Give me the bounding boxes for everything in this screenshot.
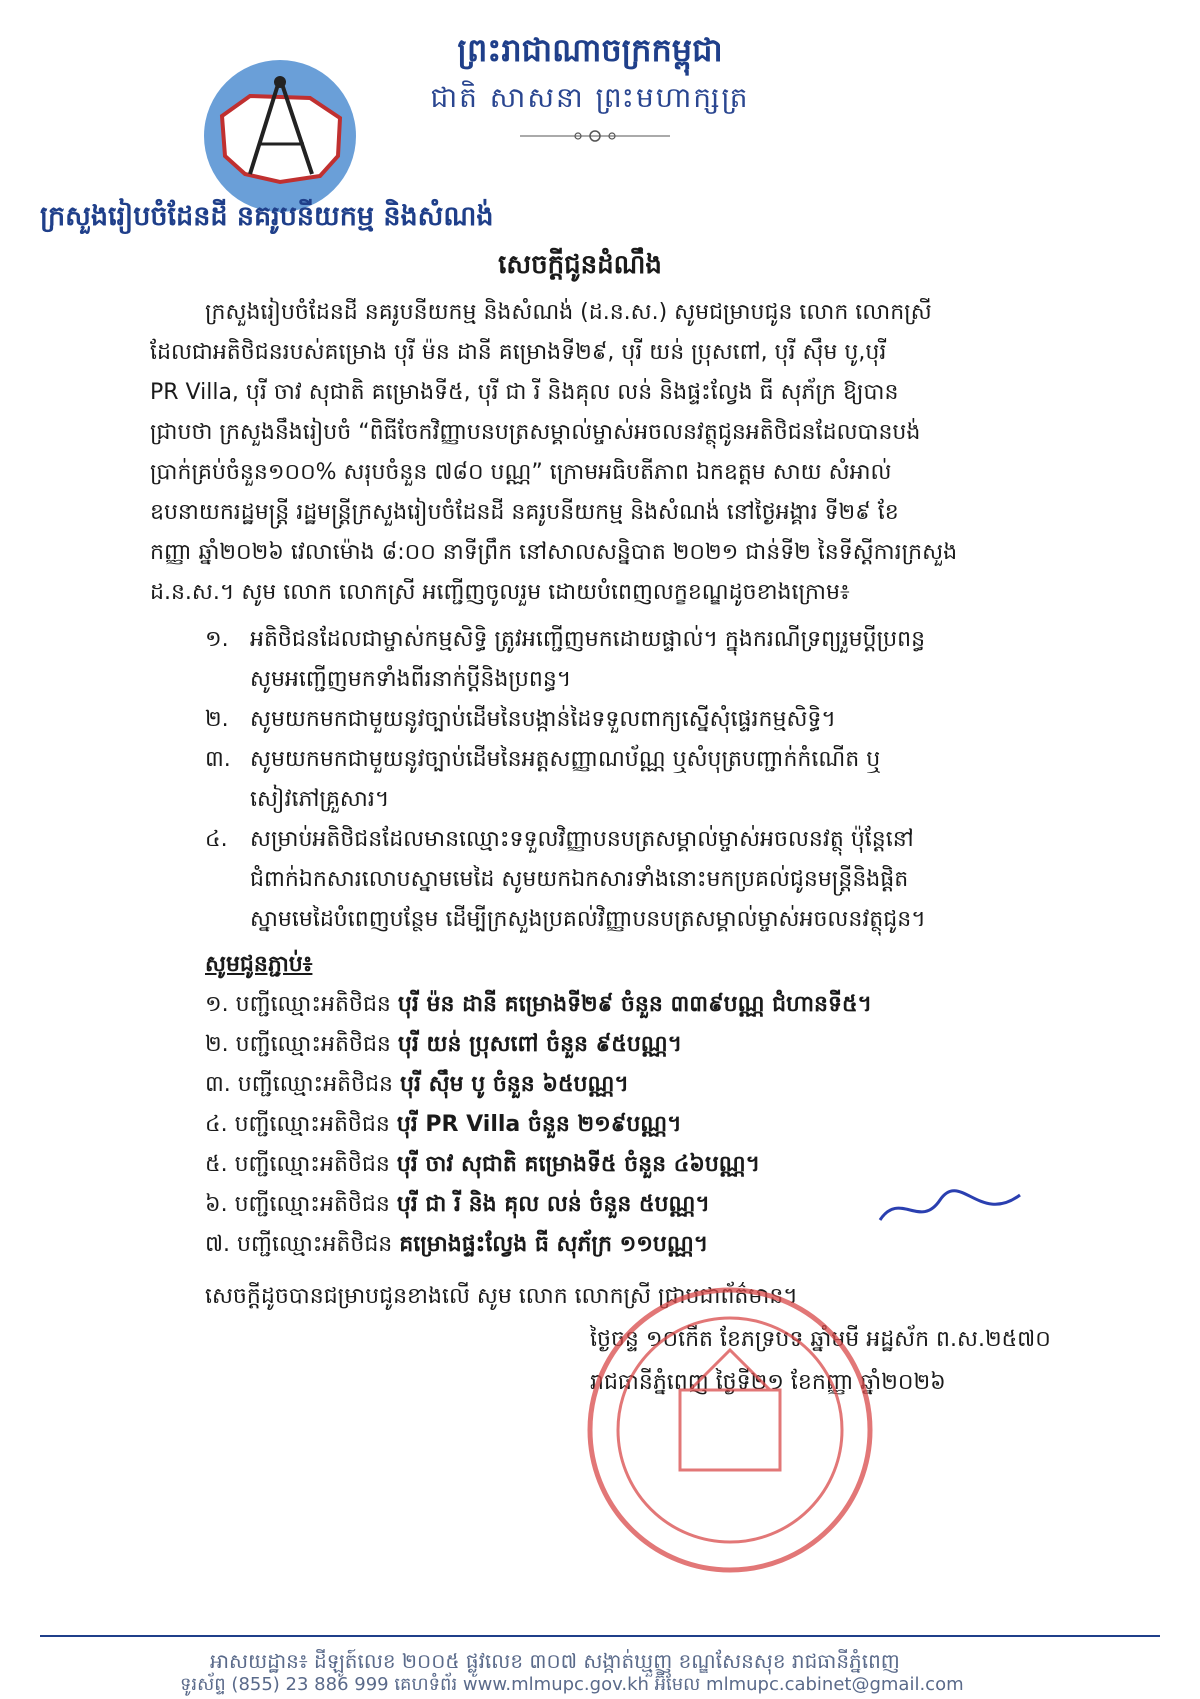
attachment-number: ៤.	[205, 1112, 228, 1137]
attachment-text: បុរី ជា រី និង គុល លន់ ចំនួន ៥បណ្ណ។	[396, 1192, 710, 1217]
condition-text: អតិថិជនដែលជាម្ចាស់កម្មសិទ្ធិ ត្រូវអញ្ជើញមកដោយផ្ទាល់។ ក្នុងករណីទ្រព្យរួមប្ដីប្រពន្ធ	[250, 627, 926, 652]
paragraph-line: ដ.ន.ស.។ សូម លោក លោកស្រី អញ្ជើញចូលរួម ដោយបំពេញលក្ខខណ្ឌដូចខាងក្រោម៖	[150, 580, 850, 605]
date-solar: រាជធានីភ្នំពេញ ថ្ងៃទី២១ ខែកញ្ញា ឆ្នាំ២០២៦	[590, 1370, 946, 1395]
ornament-divider	[520, 128, 670, 144]
attachment-text: បុរី ចាវ សុជាតិ គម្រោងទី៥ ចំនួន ៤៦បណ្ណ។	[396, 1152, 761, 1177]
attachment-prefix: បញ្ជីឈ្មោះអតិថិជន	[235, 992, 391, 1017]
closing-line: សេចក្ដីដូចបានជម្រាបជូនខាងលើ សូម លោក លោកស្រី ជ្រាបជាព័ត៌មាន។	[205, 1284, 798, 1309]
attachment-prefix: បញ្ជីឈ្មោះអតិថិជន	[237, 1072, 394, 1097]
footer-address: អាសយដ្ឋាន៖ ដីឡូត៍លេខ ២០០៥ ផ្លូវលេខ ៣០៧ សង្កាត់ឃ្មួញ ខណ្ឌសែនសុខ រាជធានីភ្នំពេញ	[210, 1649, 900, 1673]
official-seal-stamp	[580, 1280, 880, 1580]
attachment-prefix: បញ្ជីឈ្មោះអតិថិជន	[237, 1232, 393, 1257]
attachment-number: ៦.	[205, 1192, 228, 1217]
footer-divider	[40, 1635, 1160, 1637]
ministry-name: ក្រសួងរៀបចំដែនដី នគរូបនីយកម្ម និងសំណង់	[40, 201, 494, 232]
paragraph-line: កញ្ញា ឆ្នាំ២០២៦ វេលាម៉ោង ៨:០០ នាទីព្រឹក នៅសាលសន្និបាត ២០២១ ជាន់ទី២ នៃទីស្ដីការក្រសួង	[150, 540, 958, 565]
ministry-logo	[200, 56, 360, 216]
condition-text: សូមយកមកជាមួយនូវច្បាប់ដើមនៃបង្កាន់ដៃទទួលពាក្យស្នើសុំផ្ទេរកម្មសិទ្ធិ។	[250, 707, 836, 732]
condition-number: ៣.	[205, 747, 231, 772]
paragraph-line: PR Villa, បុរី ចាវ សុជាតិ គម្រោងទី៥, បុរី ជា រី និងគុល លន់ និងផ្ទះល្វែង ធី សុភ័ក្រ ឱ្យបាន	[150, 380, 899, 405]
attachment-text: បុរី ស៊ឹម បូ ចំនួន ៦៥បណ្ណ។	[400, 1072, 629, 1097]
attachment-text: បុរី យន់ ប្រុសពៅ ចំនួន ៩៥បណ្ណ។	[397, 1032, 683, 1057]
attachment-number: ៥.	[205, 1152, 228, 1177]
attachment-number: ២.	[205, 1032, 229, 1057]
attachment-number: ៣.	[205, 1072, 231, 1097]
attachment-number: ៧.	[205, 1232, 231, 1257]
paragraph-line: ក្រសួងរៀបចំដែនដី នគរូបនីយកម្ម និងសំណង់ (ដ.ន.ស.) សូមជម្រាបជូន លោក លោកស្រី	[205, 300, 932, 325]
paragraph-line: ឧបនាយករដ្ឋមន្ត្រី រដ្ឋមន្ត្រីក្រសួងរៀបចំដែនដី នគរូបនីយកម្ម និងសំណង់ នៅថ្ងៃអង្គារ ទី២៩ ខែ	[150, 500, 899, 525]
attachment-text: គម្រោងផ្ទះល្វែង ធី សុភ័ក្រ ១១បណ្ណ។	[399, 1232, 709, 1257]
footer-contact: ទូរស័ព្ទ (855) 23 886 999 គេហទំព័រ www.mlmupc.gov.kh អ៊ីមែល mlmupc.cabinet@gmail.com	[180, 1674, 964, 1695]
condition-text: ស្នាមមេដៃបំពេញបន្ថែម ដើម្បីក្រសួងប្រគល់វិញ្ញាបនបត្រសម្គាល់ម្ចាស់អចលនវត្ថុជូន។	[250, 907, 926, 932]
attachment-text: បុរី PR Villa ចំនួន ២១៩បណ្ណ។	[396, 1112, 682, 1137]
attachment-number: ១.	[205, 992, 229, 1017]
document-title: សេចក្ដីជូនដំណឹង	[498, 250, 662, 280]
paragraph-line: ប្រាក់គ្រប់ចំនួន១០០% សរុបចំនួន ៧៨០ បណ្ណ” ក្រោមអធិបតីភាព ឯកឧត្ដម សាយ សំអាល់	[150, 460, 892, 485]
date-lunar: ថ្ងៃចន្ទ ១០កើត ខែភទ្របទ ឆ្នាំមមី អដ្ឋស័ក ព.ស.២៥៧០	[590, 1327, 1051, 1352]
condition-number: ១.	[205, 627, 229, 652]
condition-text: សម្រាប់អតិថិជនដែលមានឈ្មោះទទួលវិញ្ញាបនបត្រសម្គាល់ម្ចាស់អចលនវត្ថុ ប៉ុន្តែនៅ	[250, 827, 914, 852]
condition-text: សូមអញ្ជើញមកទាំងពីរនាក់ប្ដីនិងប្រពន្ធ។	[250, 667, 572, 692]
paragraph-line: ដែលជាអតិថិជនរបស់គម្រោង បុរី ម៉ន ដានី គម្រោងទី២៩, បុរី យន់ ប្រុសពៅ, បុរី ស៊ឹម បូ,បុរី	[150, 340, 887, 365]
attachment-prefix: បញ្ជីឈ្មោះអតិថិជន	[234, 1112, 390, 1137]
attachment-text: បុរី ម៉ន ដានី គម្រោងទី២៩ ចំនួន ៣៣៩បណ្ណ ជំហានទី៥។	[397, 992, 873, 1017]
kingdom-motto: ជាតិ សាសនា ព្រះមហាក្សត្រ	[430, 81, 750, 114]
attachment-prefix: បញ្ជីឈ្មោះអតិថិជន	[234, 1192, 390, 1217]
condition-text: សូមយកមកជាមួយនូវច្បាប់ដើមនៃអត្តសញ្ញាណប័ណ្ណ ឬសំបុត្របញ្ជាក់កំណើត ឬ	[250, 747, 881, 772]
kingdom-title: ព្រះរាជាណាចក្រកម្ពុជា	[457, 31, 723, 69]
condition-number: ៤.	[205, 827, 228, 852]
paragraph-line: ជ្រាបថា ក្រសួងនឹងរៀបចំ “ពិធីចែកវិញ្ញាបនបត្រសម្គាល់ម្ចាស់អចលនវត្ថុជូនអតិថិជនដែលបានបង់	[150, 420, 921, 445]
signature-scribble	[870, 1180, 1030, 1240]
attachment-prefix: បញ្ជីឈ្មោះអតិថិជន	[234, 1152, 390, 1177]
attachment-prefix: បញ្ជីឈ្មោះអតិថិជន	[235, 1032, 391, 1057]
condition-text: សៀវភៅគ្រួសារ។	[250, 787, 390, 812]
attachments-heading: សូមជូនភ្ជាប់៖	[205, 952, 313, 977]
condition-text: ជំពាក់ឯកសារលោបស្នាមមេដៃ សូមយកឯកសារទាំងនោះមកប្រគល់ជូនមន្ត្រីនិងផ្តិត	[250, 867, 909, 892]
condition-number: ២.	[205, 707, 229, 732]
